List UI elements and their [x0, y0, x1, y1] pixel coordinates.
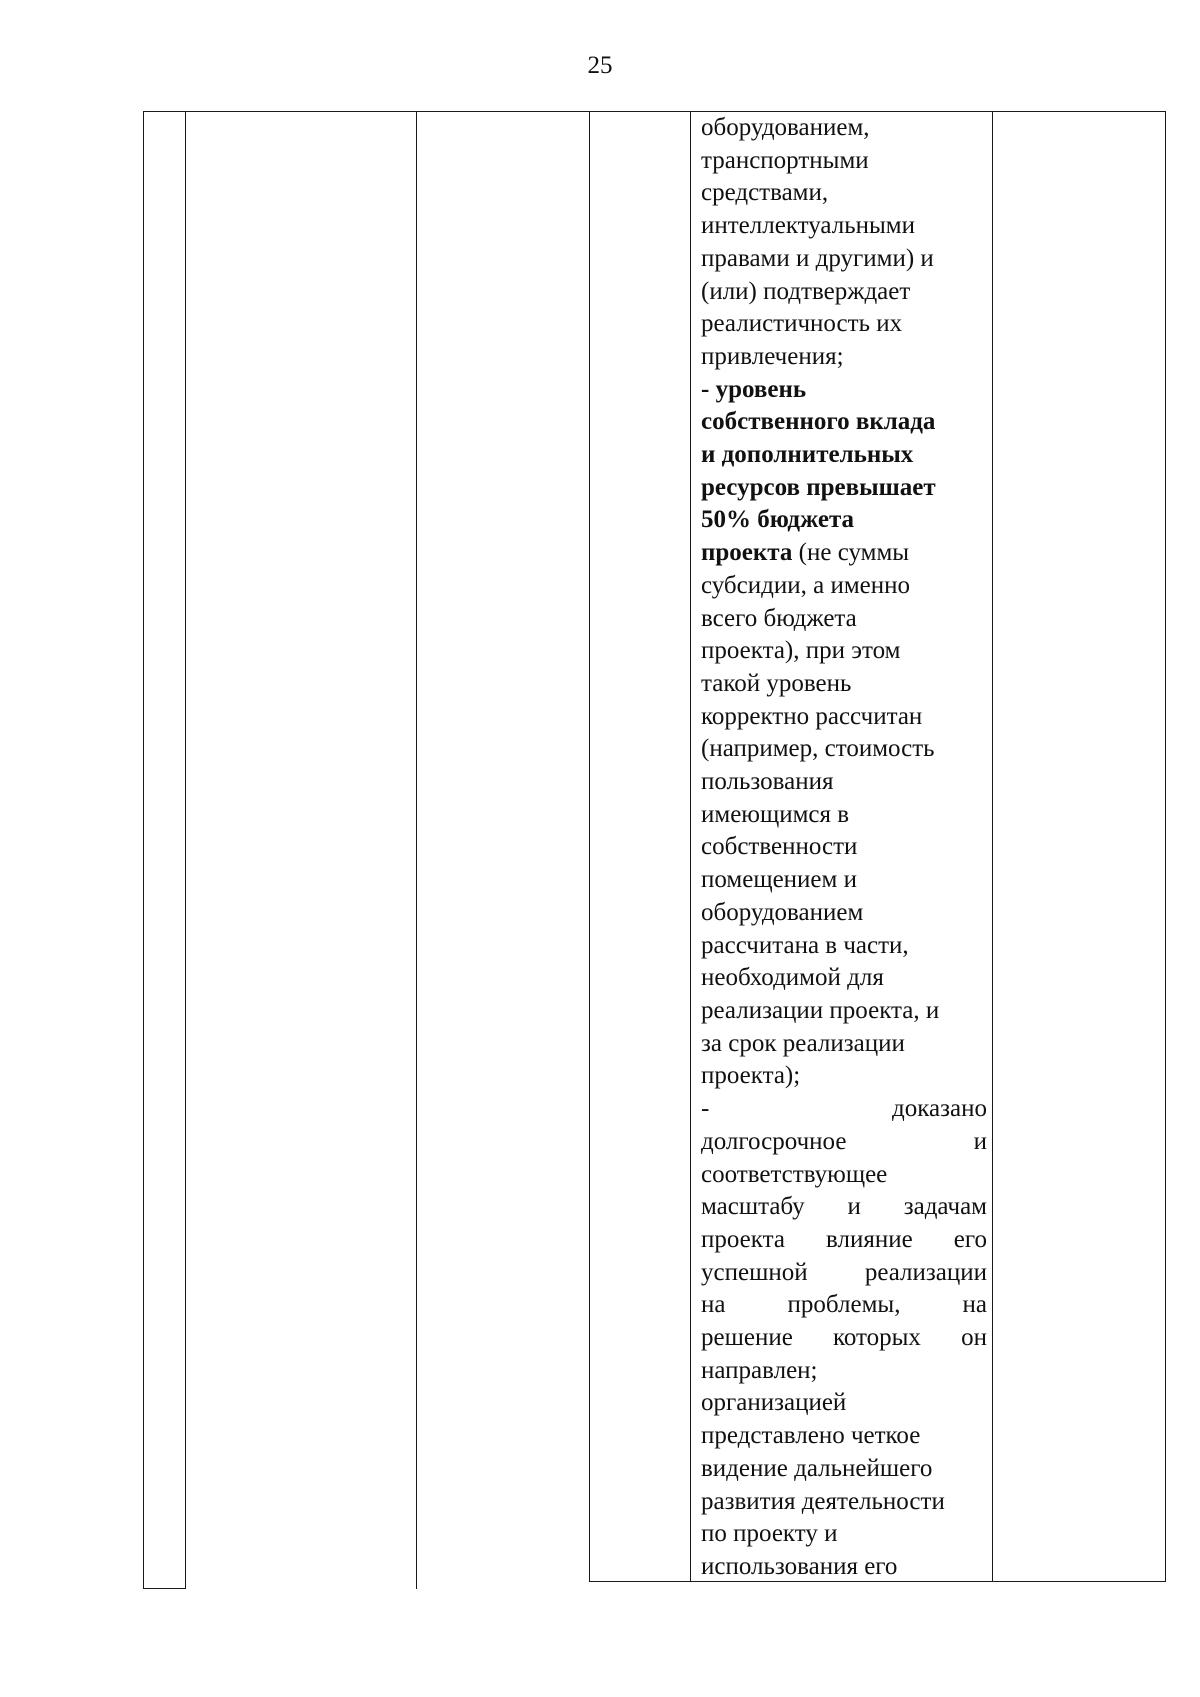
justified-text-line: проекта влияние его — [701, 1225, 987, 1253]
text-line: направлен; — [701, 1356, 818, 1384]
bold-text-line: и дополнительных — [701, 441, 914, 469]
text-line: видение дальнейшего — [701, 1454, 933, 1482]
text-line: средствами, — [701, 179, 829, 207]
text-line: корректно рассчитан — [701, 702, 923, 730]
column-border-5 — [690, 111, 691, 1582]
text-line: оборудованием, — [701, 114, 870, 141]
table-top-border — [143, 111, 1166, 112]
text-line: собственности — [701, 833, 858, 861]
criteria-cell-text — [701, 112, 987, 1584]
text-line: (или) подтверждает — [701, 277, 911, 305]
text-line: проекта); — [701, 1062, 801, 1090]
justified-text-line: долгосрочное и — [701, 1127, 987, 1155]
text-line: по проекту и — [701, 1520, 838, 1548]
bold-text-line: - уровень — [701, 375, 807, 403]
text-line: реализации проекта, и — [701, 996, 940, 1024]
text-line: соответствующее — [701, 1160, 888, 1188]
inline-text: (не суммы — [792, 539, 910, 567]
column-border-3 — [416, 111, 417, 1589]
text-line: пользования — [701, 768, 834, 796]
justified-text-line: на проблемы, на — [701, 1291, 987, 1319]
text-line: всего бюджета — [701, 604, 857, 632]
text-line: проекта), при этом — [701, 637, 901, 665]
text-line: рассчитана в части, — [701, 931, 909, 959]
column-border-6 — [992, 111, 993, 1582]
text-line: необходимой для — [701, 964, 884, 992]
justified-text-line: решение которых он — [701, 1324, 987, 1352]
text-line: развития деятельности — [701, 1487, 945, 1515]
text-line: использования его — [701, 1552, 898, 1580]
text-line: транспортными — [701, 146, 869, 174]
text-line: (например, стоимость — [701, 735, 935, 763]
text-line: субсидии, а именно — [701, 571, 911, 599]
justified-text-line: успешной реализации — [701, 1258, 987, 1286]
bold-text-line: 50% бюджета — [701, 506, 855, 534]
bold-text-line: собственного вклада — [701, 408, 936, 436]
text-line: реалистичность их — [701, 310, 903, 338]
text-line: привлечения; — [701, 342, 844, 370]
text-line: имеющимся в — [701, 800, 850, 828]
text-line: помещением и — [701, 866, 857, 894]
text-line: такой уровень — [701, 669, 852, 697]
justified-text-line: - доказано — [701, 1095, 987, 1123]
text-line: оборудованием — [701, 898, 864, 926]
bold-text-line: ресурсов превышает — [701, 473, 936, 501]
text-line: интеллектуальными — [701, 212, 915, 240]
text-line: правами и другими) и — [701, 244, 934, 272]
text-line: организацией — [701, 1389, 847, 1417]
table-bottom-border-left — [143, 1588, 186, 1589]
page-number: 25 — [587, 52, 613, 79]
justified-text-line: масштабу и задачам — [701, 1193, 987, 1221]
column-border-4 — [589, 111, 590, 1582]
column-border-7 — [1165, 111, 1166, 1582]
mixed-text-line — [701, 537, 987, 570]
text-line: за срок реализации — [701, 1029, 905, 1057]
column-border-2 — [185, 111, 186, 1589]
text-line: представлено четкое — [701, 1422, 921, 1450]
column-border-1 — [143, 111, 144, 1589]
bold-inline-text: проекта — [701, 539, 793, 567]
